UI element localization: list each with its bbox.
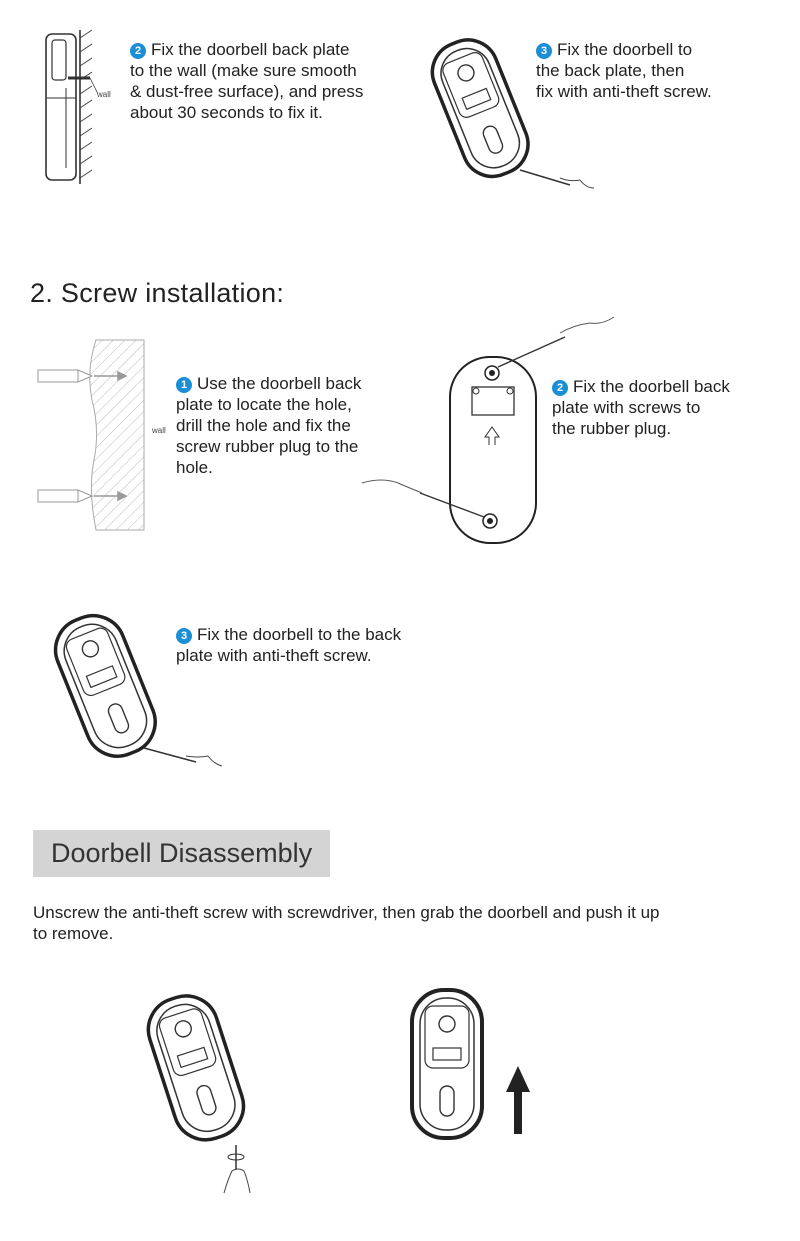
section-heading-screw-installation: 2. Screw installation: [30,278,285,308]
wall-label-top [95,88,125,100]
doorbell-unscrew-illustration [140,985,280,1195]
step-text: Fix the doorbell to the back plate with anti-theft screw. [176,625,402,665]
step-number-badge: 2 [130,43,146,59]
svg-text:wall: wall [97,90,111,99]
step-text: Fix the doorbell to the back plate, then fix with anti-theft screw. [536,40,712,101]
step-text: Use the doorbell back plate to locate the hole, drill the hole and fix the screw rubber plug to the hole. [176,374,362,477]
step-number-badge: 3 [536,43,552,59]
step-number-badge: 1 [176,377,192,393]
step-text: Fix the doorbell back plate to the wall (make sure smooth & dust-free surface), and press about 30 seconds to fix it. [130,40,364,122]
step-number-badge: 2 [552,380,568,396]
surface-step-2 [130,39,430,123]
surface-step-3 [536,39,786,102]
disassembly-description: Unscrew the anti-theft screw with screwdriver, then grab the doorbell and push it up to remove. [33,903,660,943]
step-number-badge: 3 [176,628,192,644]
screw-step-2 [552,376,792,439]
screw-step-3 [176,624,476,666]
doorbell-remove-illustration [408,988,538,1148]
svg-text:wall: wall [152,426,166,435]
step-text: Fix the doorbell back plate with screws to the rubber plug. [552,377,730,438]
wall-mount-side-illustration [38,28,118,188]
wall-plug-illustration [34,340,164,530]
section-banner-disassembly: Doorbell Disassembly [33,830,330,877]
